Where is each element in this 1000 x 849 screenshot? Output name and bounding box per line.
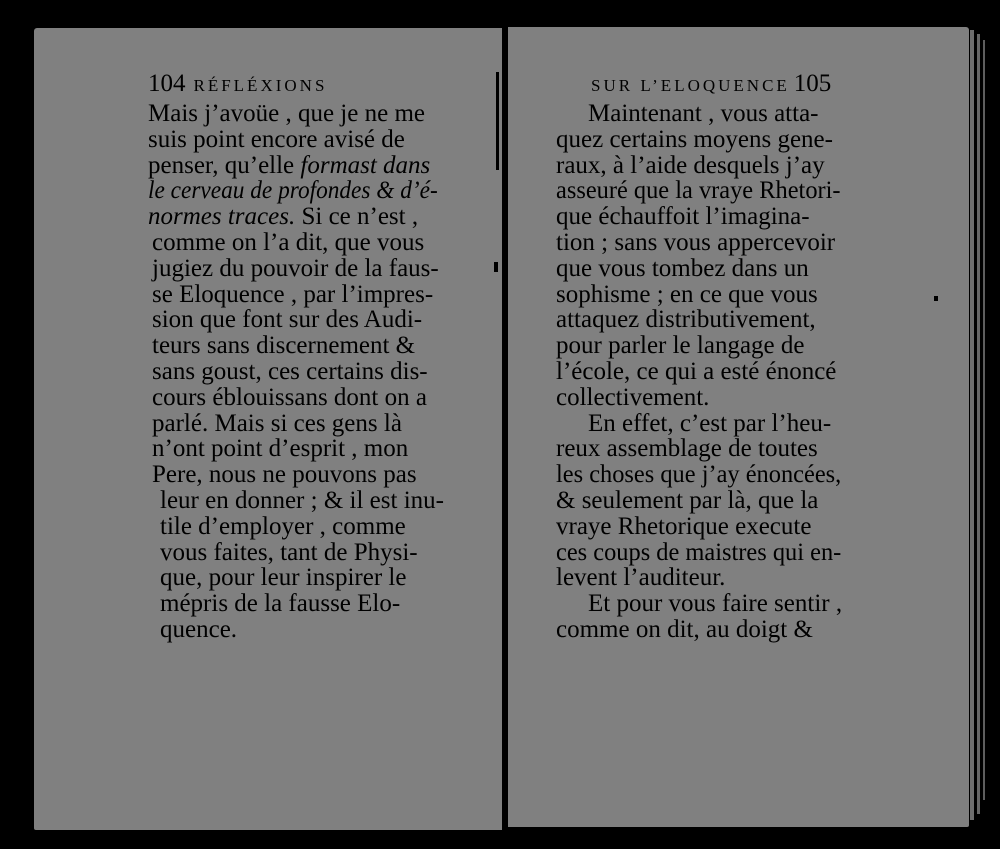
running-title-right: SUR L’ELOQUENCE bbox=[591, 76, 790, 95]
text-line: penser, qu’elle formast dans bbox=[148, 151, 431, 179]
text-line: vous faites, tant de Physi- bbox=[160, 538, 418, 566]
text-line: sophisme ; en ce que vous bbox=[556, 280, 818, 308]
text-line: levent l’auditeur. bbox=[556, 564, 726, 592]
text-line: asseuré que la vraye Rhetori- bbox=[556, 177, 841, 205]
text-line: jugiez du pouvoir de la faus- bbox=[152, 254, 439, 282]
text-line: teurs sans discernement & bbox=[152, 332, 416, 360]
text-line: que, pour leur inspirer le bbox=[160, 564, 407, 592]
gutter-mark bbox=[494, 262, 498, 272]
text-line: Mais j’avoüe , que je ne me bbox=[148, 100, 425, 127]
ink-speck bbox=[934, 296, 938, 301]
text-line: Maintenant , vous atta- bbox=[588, 100, 819, 127]
text-line: que échauffoit l’imagina- bbox=[556, 203, 810, 231]
page-number-left: 104 bbox=[148, 70, 186, 97]
text-line: sans goust, ces certains dis- bbox=[152, 358, 428, 385]
text-line: En effet, c’est par l’heu- bbox=[588, 409, 832, 437]
text-line: quez certains moyens gene- bbox=[556, 125, 833, 153]
text-line: comme on dit, au doigt & bbox=[556, 616, 813, 643]
text-line: leur en donner ; & il est inu- bbox=[160, 487, 444, 514]
text-line: quence. bbox=[160, 616, 238, 643]
text-line: collectivement. bbox=[556, 383, 710, 411]
text-line: raux, à l’aide desquels j’ay bbox=[556, 151, 825, 179]
text-line: tile d’employer , comme bbox=[160, 512, 406, 540]
text-line: Et pour vous faire sentir , bbox=[588, 590, 843, 618]
page-number-right: 105 bbox=[793, 70, 832, 97]
text-line: les choses que j’ay énoncées, bbox=[556, 461, 842, 489]
text-line: tion ; sans vous appercevoir bbox=[556, 229, 836, 256]
text-line: vraye Rhetorique execute bbox=[556, 512, 812, 540]
text-line: normes traces. Si ce n’est , bbox=[148, 203, 419, 231]
page-edge bbox=[983, 40, 985, 800]
text-line: mépris de la fausse Elo- bbox=[160, 590, 401, 618]
text-line: comme on l’a dit, que vous bbox=[152, 229, 425, 256]
text-line: & seulement par là, que la bbox=[556, 487, 819, 514]
text-line: l’école, ce qui a esté énoncé bbox=[556, 358, 837, 385]
right-running-head bbox=[591, 70, 831, 96]
text-line: se Eloquence , par l’impres- bbox=[152, 280, 434, 308]
text-line: le cerveau de profondes & d’é- bbox=[148, 177, 438, 205]
text-line: reux assemblage de toutes bbox=[556, 435, 818, 463]
text-line: n’ont point d’esprit , mon bbox=[152, 435, 409, 463]
text-line: Pere, nous ne pouvons pas bbox=[152, 461, 417, 489]
page-edge bbox=[970, 30, 974, 820]
left-running-head bbox=[148, 70, 327, 96]
gutter-mark bbox=[496, 72, 499, 170]
text-line: cours éblouissans dont on a bbox=[152, 383, 427, 411]
page-edge bbox=[977, 34, 980, 814]
text-line: attaquez distributivement, bbox=[556, 306, 816, 334]
text-line: sion que font sur des Audi- bbox=[152, 306, 423, 334]
text-line: ces coups de maistres qui en- bbox=[556, 538, 842, 566]
text-line: suis point encore avisé de bbox=[148, 125, 405, 153]
text-line: pour parler le langage de bbox=[556, 332, 805, 360]
running-title-left: RÉFLÉXIONS bbox=[193, 76, 328, 95]
text-line: parlé. Mais si ces gens là bbox=[152, 409, 402, 437]
book-gutter bbox=[502, 24, 508, 830]
text-line: que vous tombez dans un bbox=[556, 254, 809, 282]
